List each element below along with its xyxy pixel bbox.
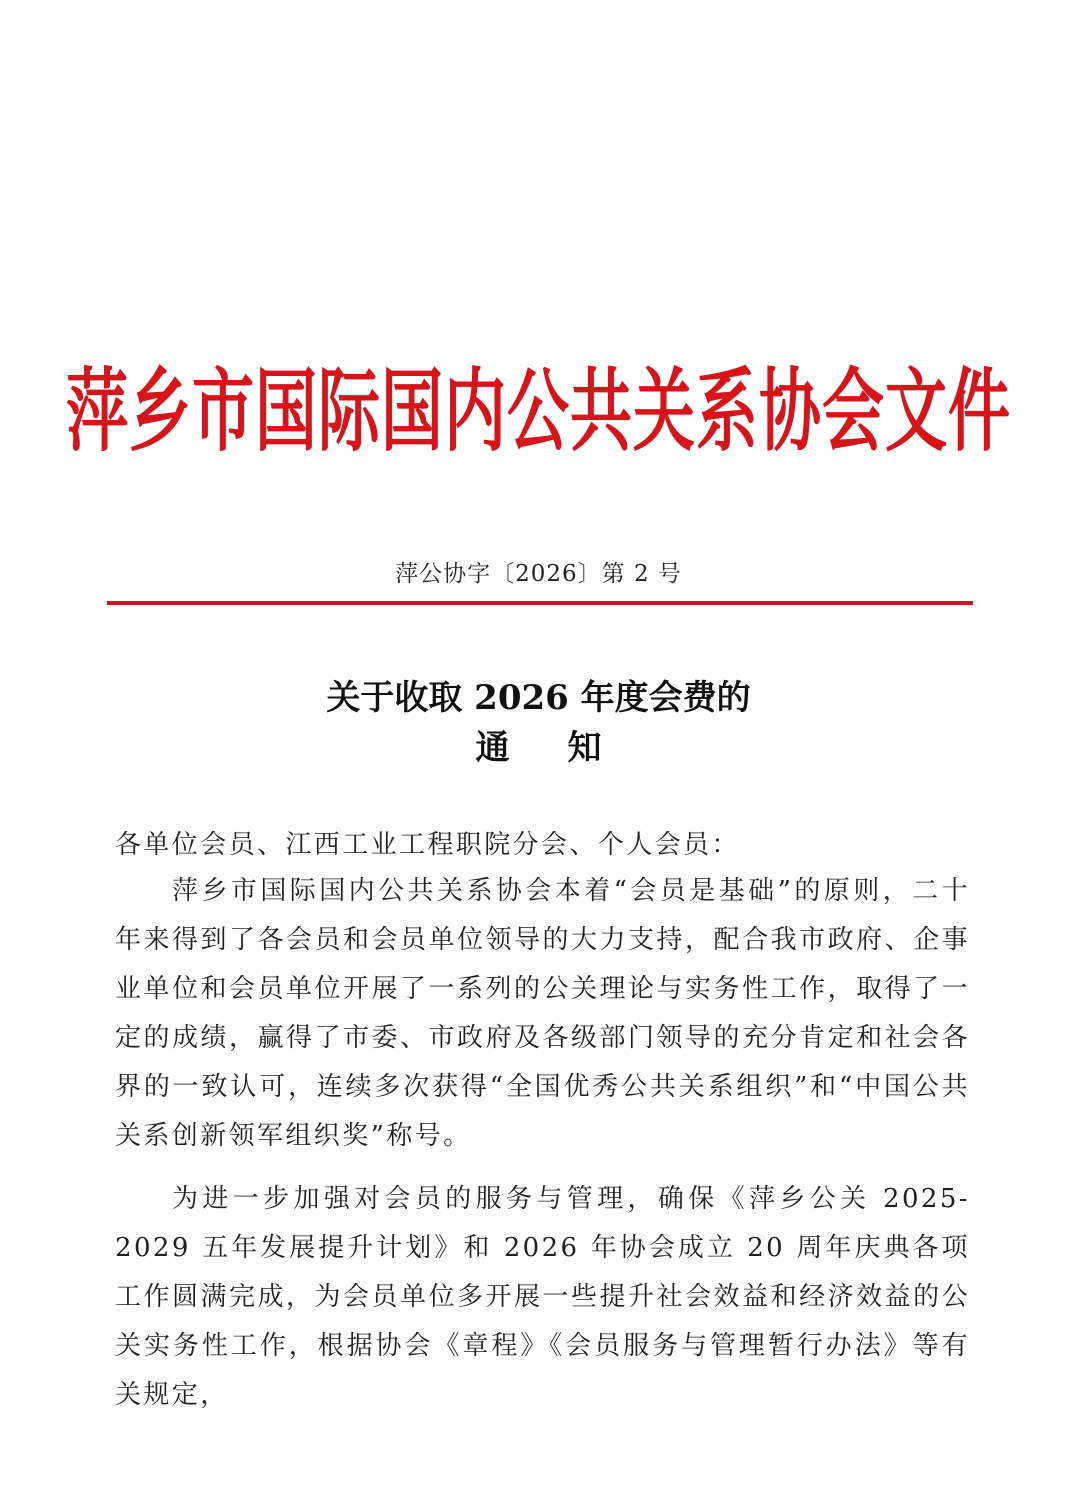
notice-title-line2: 通知 [475, 728, 660, 768]
org-header-title: 萍乡市国际国内公共关系协会文件 [65, 357, 1011, 464]
red-divider-line [107, 601, 973, 605]
body-paragraph-1-container [115, 867, 970, 1161]
body-paragraph: 为进一步加强对会员的服务与管理，确保《萍乡公关 2025-2029 五年发展提升计划》和 2026 年协会成立 20 周年庆典各项工作圆满完成，为会员单位多开展一些提升社会效益和经济效益的公关实务性工作，根据协会《章程》《会员服务与管理暂行办法》等有关规定， [115, 1184, 970, 1410]
body-paragraph: 萍乡市国际国内公共关系协会本着“会员是基础”的原则，二十年来得到了各会员和会员单位领导的大力支持，配合我市政府、企事业单位和会员单位开展了一系列的公关理论与实务性工作，取得了一定的成绩，赢得了市委、市政府及各级部门领导的充分肯定和社会各界的一致认可，连续多次获得“全国优秀公共关系组织”和“中国公共关系创新领军组织奖”称号。 [115, 876, 970, 1151]
body-paragraph-2-container [115, 1175, 970, 1420]
document-number: 萍公协字〔2026〕第 2 号 [395, 561, 682, 587]
salutation: 各单位会员、江西工业工程职院分会、个人会员： [115, 830, 740, 860]
notice-title-line1: 关于收取 2026 年度会费的 [326, 678, 751, 718]
